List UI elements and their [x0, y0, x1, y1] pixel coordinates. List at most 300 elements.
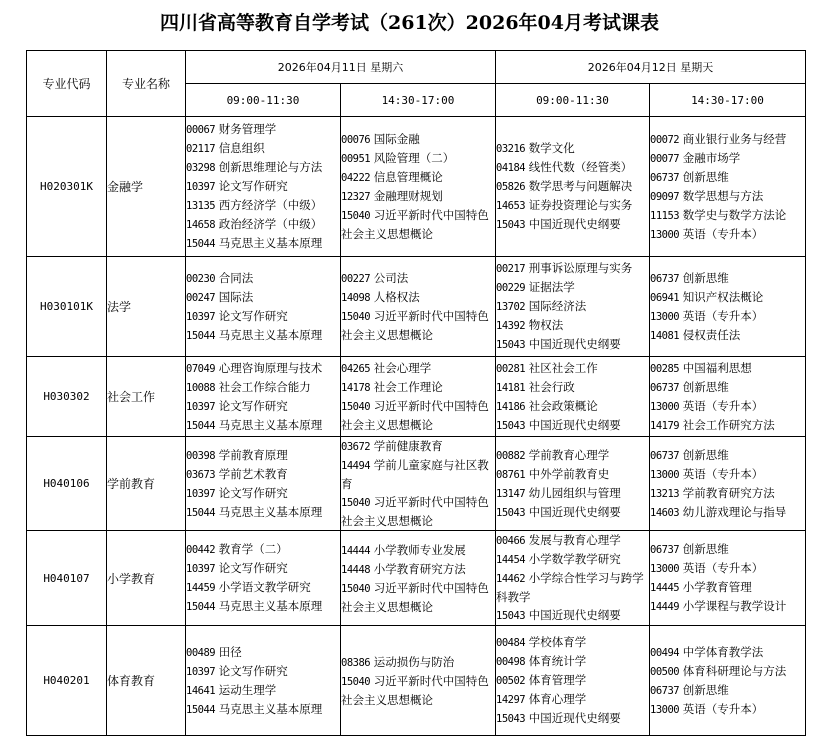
major-code: H030101K: [27, 257, 107, 357]
course-item: [496, 569, 649, 606]
course-name: 合同法: [218, 270, 254, 285]
course-item: [650, 269, 805, 288]
course-name: 创新思维: [682, 447, 729, 462]
course-name: 数学史与数学方法论: [682, 207, 787, 222]
course-code: 12327: [341, 191, 371, 203]
header-major-code: 专业代码: [27, 51, 107, 117]
course-item: [186, 578, 340, 597]
course-name: 论文写作研究: [218, 663, 288, 678]
table-row: [27, 117, 806, 257]
course-item: [650, 597, 805, 616]
course-item: [650, 168, 805, 187]
course-item: [650, 206, 805, 225]
course-item: [496, 503, 649, 522]
course-code: 15040: [341, 210, 371, 222]
session-course-list: [341, 437, 496, 531]
course-code: 00502: [496, 675, 526, 687]
course-code: 15040: [341, 497, 371, 509]
course-code: 00494: [650, 646, 680, 659]
course-item: [496, 196, 649, 215]
course-name: 体育统计学: [528, 654, 587, 668]
course-item: [186, 465, 340, 484]
session-course-list: [496, 357, 650, 437]
course-item: [186, 234, 340, 253]
course-code: 00217: [496, 263, 526, 275]
course-name: 数学思考与问题解决: [528, 179, 633, 193]
course-code: 13702: [496, 301, 526, 313]
course-code: 14658: [186, 219, 216, 231]
table-row: [27, 626, 806, 736]
course-name: 数学思想与方法: [682, 188, 764, 203]
course-name: 马克思主义基本原理: [218, 599, 323, 613]
course-item: [341, 378, 495, 397]
course-code: 14494: [341, 460, 371, 472]
course-item: [341, 437, 495, 456]
course-name: 马克思主义基本原理: [218, 417, 323, 432]
major-name: 社会工作: [107, 357, 186, 437]
header-day-1-morning: 09:00-11:30: [186, 84, 341, 117]
course-name: 英语（专升本）: [682, 308, 764, 323]
course-name: 刑事诉讼原理与实务: [528, 261, 633, 275]
course-item: [496, 531, 649, 550]
course-code: 14098: [341, 292, 371, 304]
session-course-list: [341, 117, 496, 257]
header-major-name: 专业名称: [107, 51, 186, 117]
header-day-2-date: 2026年04月12日 星期天: [496, 51, 806, 84]
course-item: [496, 550, 649, 569]
course-item: [341, 456, 495, 493]
course-code: 07049: [186, 362, 216, 375]
course-item: [650, 288, 805, 307]
course-item: [341, 560, 495, 579]
course-name: 论文写作研究: [218, 561, 288, 575]
schedule-body: [27, 117, 806, 736]
course-code: 15044: [186, 238, 216, 250]
course-name: 社会心理学: [373, 361, 432, 375]
course-name: 学前儿童家庭与社区教育: [341, 458, 489, 491]
course-code: 00484: [496, 637, 526, 649]
course-name: 学校体育学: [528, 635, 587, 649]
course-name: 公司法: [373, 271, 409, 285]
course-code: 15043: [496, 419, 526, 432]
session-course-list: [186, 626, 341, 736]
course-name: 论文写作研究: [218, 398, 288, 413]
course-code: 00951: [341, 153, 371, 165]
course-item: [186, 700, 340, 719]
course-item: [650, 465, 805, 484]
course-item: [186, 484, 340, 503]
course-code: 14181: [496, 381, 526, 394]
course-item: [496, 465, 649, 484]
course-code: 09097: [650, 190, 680, 203]
course-code: 13135: [186, 200, 216, 212]
course-code: 00285: [650, 362, 680, 375]
course-item: [650, 559, 805, 578]
course-name: 信息管理概论: [373, 170, 443, 184]
course-name: 学前健康教育: [373, 439, 443, 453]
course-name: 幼儿游戏理论与指导: [682, 504, 787, 519]
course-code: 14297: [496, 694, 526, 706]
course-item: [496, 397, 649, 416]
course-name: 数学文化: [528, 141, 575, 155]
course-name: 论文写作研究: [218, 485, 288, 500]
course-name: 创新思维: [682, 169, 729, 184]
course-code: 00067: [186, 124, 216, 136]
course-name: 学前教育心理学: [528, 447, 610, 462]
course-name: 证券投资理论与实务: [528, 198, 633, 212]
course-item: [186, 139, 340, 158]
course-code: 13213: [650, 487, 680, 500]
major-name: 金融学: [107, 117, 186, 257]
course-item: [650, 378, 805, 397]
course-name: 马克思主义基本原理: [218, 701, 323, 716]
course-name: 论文写作研究: [218, 179, 288, 193]
course-item: [186, 503, 340, 522]
course-code: 14449: [650, 601, 680, 613]
course-item: [186, 662, 340, 681]
course-code: 15043: [496, 506, 526, 519]
course-name: 小学课程与教学设计: [682, 599, 787, 613]
course-item: [496, 671, 649, 690]
course-name: 习近平新时代中国特色社会主义思想概论: [341, 399, 489, 432]
course-name: 创新思维: [682, 379, 729, 394]
course-name: 信息组织: [218, 141, 265, 155]
course-item: [186, 559, 340, 578]
course-name: 中学体育教学法: [682, 644, 764, 659]
course-item: [341, 149, 495, 168]
course-name: 社会工作研究方法: [682, 417, 775, 432]
course-name: 线性代数（经管类）: [528, 160, 633, 174]
course-name: 小学教育研究方法: [373, 561, 466, 576]
course-name: 小学教师专业发展: [373, 542, 466, 557]
course-code: 00882: [496, 449, 526, 462]
table-row: [27, 531, 806, 626]
course-item: [186, 307, 340, 326]
course-item: [341, 397, 495, 434]
course-item: [341, 653, 495, 672]
course-item: [186, 196, 340, 215]
course-name: 论文写作研究: [218, 308, 288, 323]
course-item: [650, 187, 805, 206]
course-name: 国际经济法: [528, 299, 587, 313]
course-name: 运动生理学: [218, 682, 277, 697]
major-code: H040106: [27, 437, 107, 531]
course-code: 14179: [650, 419, 680, 432]
course-item: [496, 446, 649, 465]
course-item: [496, 139, 649, 158]
course-code: 15043: [496, 713, 526, 725]
course-name: 财务管理学: [218, 122, 277, 136]
course-item: [496, 177, 649, 196]
course-name: 知识产权法概论: [682, 289, 764, 304]
course-name: 体育心理学: [528, 692, 587, 706]
header-day-2-afternoon: 14:30-17:00: [650, 84, 806, 117]
course-name: 社会工作理论: [373, 380, 443, 394]
course-code: 14653: [496, 200, 526, 212]
course-item: [496, 652, 649, 671]
course-name: 小学语文教学研究: [218, 580, 311, 594]
course-code: 00466: [496, 535, 526, 547]
page-title: 四川省高等教育自学考试（261次）2026年04月考试课表: [160, 12, 659, 34]
course-code: 10088: [186, 381, 216, 394]
session-course-list: [341, 531, 496, 626]
course-code: 15044: [186, 419, 216, 432]
course-item: [186, 378, 340, 397]
course-name: 学前教育原理: [218, 447, 288, 462]
course-name: 英语（专升本）: [682, 398, 764, 413]
course-item: [341, 359, 495, 378]
major-code: H040107: [27, 531, 107, 626]
course-code: 06737: [650, 171, 680, 184]
course-code: 13147: [496, 487, 526, 500]
course-item: [186, 416, 340, 435]
course-name: 习近平新时代中国特色社会主义思想概论: [341, 673, 489, 707]
course-item: [650, 681, 805, 700]
course-item: [496, 359, 649, 378]
course-item: [341, 206, 495, 243]
session-course-list: [650, 531, 806, 626]
major-name: 法学: [107, 257, 186, 357]
course-item: [341, 579, 495, 616]
course-code: 06737: [650, 449, 680, 462]
course-code: 05826: [496, 181, 526, 193]
course-item: [186, 540, 340, 559]
course-code: 14392: [496, 320, 526, 332]
course-code: 15040: [341, 311, 371, 323]
course-item: [496, 606, 649, 625]
session-course-list: [186, 357, 341, 437]
course-name: 习近平新时代中国特色社会主义思想概论: [341, 580, 489, 614]
course-code: 00077: [650, 152, 680, 165]
session-course-list: [186, 437, 341, 531]
course-name: 风险管理（二）: [373, 151, 455, 165]
major-name: 体育教育: [107, 626, 186, 736]
course-name: 学前教育研究方法: [682, 485, 775, 500]
course-code: 15043: [496, 339, 526, 351]
course-item: [650, 416, 805, 435]
course-code: 00072: [650, 133, 680, 146]
course-code: 15044: [186, 329, 216, 342]
session-course-list: [650, 626, 806, 736]
course-item: [186, 177, 340, 196]
course-item: [341, 672, 495, 709]
course-item: [341, 493, 495, 530]
course-item: [341, 307, 495, 344]
exam-schedule-table: [26, 50, 806, 736]
table-row: [27, 437, 806, 531]
course-code: 13000: [650, 310, 680, 323]
course-code: 03216: [496, 143, 526, 155]
course-name: 侵权责任法: [682, 327, 741, 342]
course-name: 英语（专升本）: [682, 701, 764, 716]
session-course-list: [341, 357, 496, 437]
course-name: 创新思维: [682, 542, 729, 556]
course-item: [650, 359, 805, 378]
session-course-list: [341, 257, 496, 357]
course-name: 人格权法: [373, 290, 420, 304]
header-day-1-afternoon: 14:30-17:00: [341, 84, 496, 117]
session-course-list: [650, 257, 806, 357]
course-name: 西方经济学（中级）: [218, 198, 323, 212]
course-name: 金融理财规划: [373, 189, 443, 203]
course-name: 习近平新时代中国特色社会主义思想概论: [341, 208, 489, 241]
course-code: 06941: [650, 291, 680, 304]
course-item: [650, 700, 805, 719]
course-item: [650, 130, 805, 149]
course-name: 中国近现代史纲要: [528, 504, 621, 519]
course-code: 13000: [650, 400, 680, 413]
course-item: [186, 643, 340, 662]
course-code: 08386: [341, 656, 371, 669]
course-code: 15044: [186, 703, 216, 716]
course-item: [186, 397, 340, 416]
course-code: 14641: [186, 684, 216, 697]
course-item: [496, 335, 649, 354]
course-code: 06737: [650, 684, 680, 697]
course-code: 14448: [341, 563, 371, 576]
course-item: [496, 484, 649, 503]
course-code: 00500: [650, 665, 680, 678]
course-code: 00398: [186, 449, 216, 462]
course-code: 14178: [341, 382, 371, 394]
course-code: 08761: [496, 468, 526, 481]
course-item: [650, 149, 805, 168]
course-name: 中外学前教育史: [528, 466, 610, 481]
course-item: [186, 120, 340, 139]
course-name: 物权法: [528, 318, 564, 332]
course-item: [186, 326, 340, 345]
course-item: [186, 158, 340, 177]
header-day-2-morning: 09:00-11:30: [496, 84, 650, 117]
course-code: 10397: [186, 181, 216, 193]
course-item: [186, 215, 340, 234]
session-course-list: [341, 626, 496, 736]
course-name: 马克思主义基本原理: [218, 236, 323, 250]
course-item: [496, 316, 649, 335]
course-code: 00076: [341, 134, 371, 146]
course-name: 体育科研理论与方法: [682, 663, 787, 678]
course-name: 社会政策概论: [528, 398, 598, 413]
session-course-list: [496, 437, 650, 531]
course-code: 00442: [186, 544, 216, 556]
course-code: 06737: [650, 272, 680, 285]
course-name: 英语（专升本）: [682, 561, 764, 575]
course-name: 中国近现代史纲要: [528, 608, 621, 622]
course-code: 10397: [186, 665, 216, 678]
course-code: 04265: [341, 363, 371, 375]
course-name: 中国近现代史纲要: [528, 217, 621, 231]
course-code: 10397: [186, 400, 216, 413]
course-item: [496, 278, 649, 297]
major-code: H040201: [27, 626, 107, 736]
course-name: 证据法学: [528, 280, 575, 294]
course-item: [496, 297, 649, 316]
course-item: [341, 269, 495, 288]
course-code: 11153: [650, 209, 680, 222]
course-code: 00498: [496, 656, 526, 668]
course-name: 习近平新时代中国特色社会主义思想概论: [341, 495, 489, 528]
course-code: 03673: [186, 468, 216, 481]
course-code: 14462: [496, 573, 526, 585]
session-course-list: [186, 531, 341, 626]
course-code: 00227: [341, 273, 371, 285]
course-item: [650, 503, 805, 522]
session-course-list: [650, 357, 806, 437]
course-code: 14444: [341, 544, 371, 557]
course-name: 创新思维: [682, 270, 729, 285]
session-course-list: [496, 626, 650, 736]
course-code: 14081: [650, 329, 680, 342]
header-day-1-date: 2026年04月11日 星期六: [186, 51, 496, 84]
course-item: [496, 633, 649, 652]
course-code: 00230: [186, 272, 216, 285]
course-item: [650, 446, 805, 465]
course-item: [341, 187, 495, 206]
course-item: [186, 359, 340, 378]
course-name: 社会工作综合能力: [218, 379, 311, 394]
course-code: 00229: [496, 282, 526, 294]
major-code: H020301K: [27, 117, 107, 257]
course-name: 创新思维理论与方法: [218, 160, 323, 174]
course-name: 中国福利思想: [682, 360, 752, 375]
course-item: [186, 446, 340, 465]
course-item: [650, 484, 805, 503]
course-code: 15044: [186, 506, 216, 519]
course-item: [341, 288, 495, 307]
table-row: [27, 257, 806, 357]
course-item: [496, 259, 649, 278]
course-item: [341, 168, 495, 187]
course-name: 心理咨询原理与技术: [218, 360, 323, 375]
course-name: 马克思主义基本原理: [218, 504, 323, 519]
course-item: [496, 158, 649, 177]
course-name: 马克思主义基本原理: [218, 327, 323, 342]
course-name: 学前艺术教育: [218, 466, 288, 481]
course-item: [496, 378, 649, 397]
course-code: 00247: [186, 291, 216, 304]
course-name: 社会行政: [528, 379, 575, 394]
course-name: 习近平新时代中国特色社会主义思想概论: [341, 309, 489, 342]
session-course-list: [496, 117, 650, 257]
course-code: 15040: [341, 582, 371, 595]
session-course-list: [186, 117, 341, 257]
course-item: [496, 709, 649, 728]
course-code: 15043: [496, 610, 526, 622]
course-code: 03298: [186, 162, 216, 174]
course-code: 06737: [650, 544, 680, 556]
course-item: [650, 643, 805, 662]
course-name: 小学教育管理: [682, 580, 752, 594]
course-code: 15044: [186, 601, 216, 613]
course-name: 田径: [218, 644, 242, 659]
course-code: 03672: [341, 441, 371, 453]
course-name: 小学数学教学研究: [528, 552, 621, 566]
course-item: [496, 690, 649, 709]
course-name: 英语（专升本）: [682, 466, 764, 481]
course-code: 10397: [186, 487, 216, 500]
course-code: 14445: [650, 582, 680, 594]
course-name: 社区社会工作: [528, 360, 598, 375]
session-course-list: [650, 437, 806, 531]
course-code: 02117: [186, 143, 216, 155]
course-name: 中国近现代史纲要: [528, 337, 621, 351]
course-code: 00489: [186, 646, 216, 659]
course-name: 创新思维: [682, 682, 729, 697]
course-item: [650, 578, 805, 597]
course-name: 教育学（二）: [218, 542, 288, 556]
course-name: 金融市场学: [682, 150, 741, 165]
course-item: [650, 662, 805, 681]
